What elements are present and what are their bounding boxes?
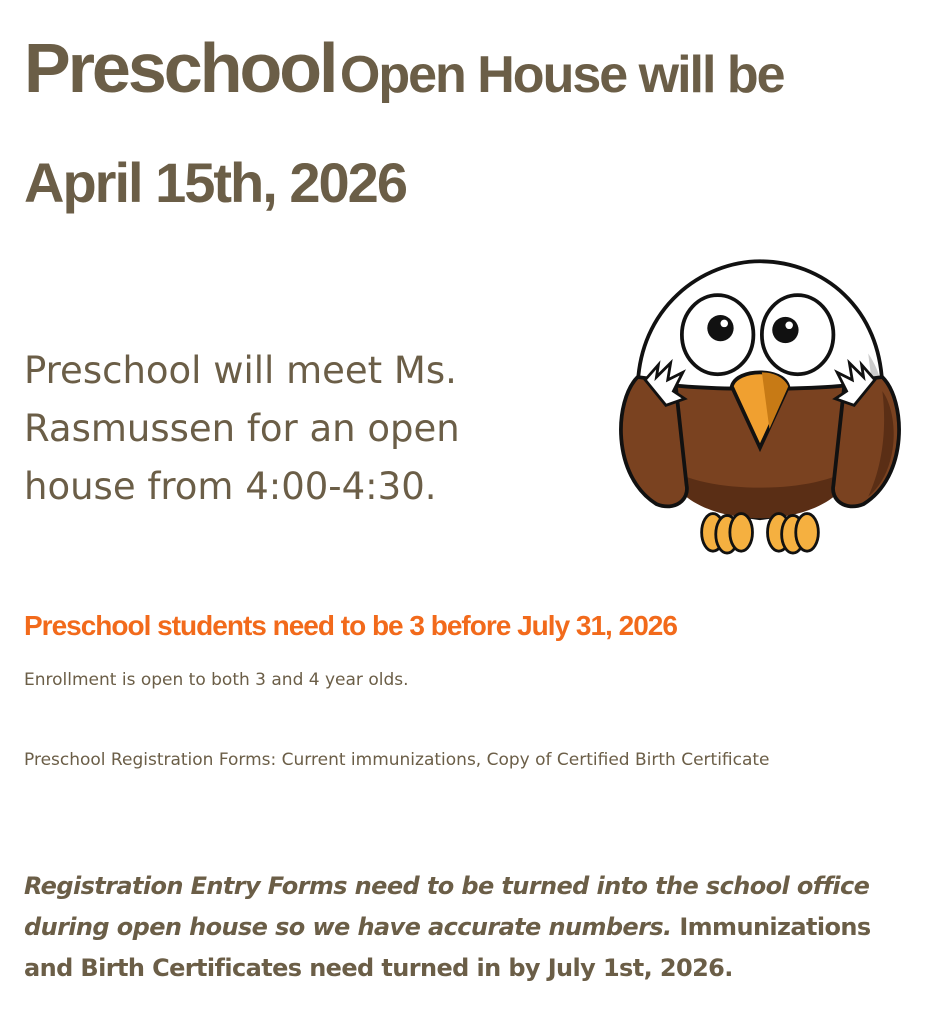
headline-line-1 xyxy=(24,28,784,108)
headline-preschool: Preschool xyxy=(24,29,336,107)
meet-paragraph: Preschool will meet Ms. Rasmussen for an open house from 4:00-4:30. xyxy=(24,349,460,508)
notice-italic: Registration Entry Forms need to be turned into the school office during open house so we have accurate numbers. xyxy=(24,872,870,941)
headline-open-house: Open House will be xyxy=(339,46,784,104)
notice-deadline: Immunizations and Birth Certificates need turned in by July 1st, 2026. xyxy=(24,913,871,982)
eagle-mascot-icon xyxy=(600,250,920,570)
headline-date: April 15th, 2026 xyxy=(24,151,406,214)
registration-forms-text: Preschool Registration Forms: Current immunizations, Copy of Certified Birth Certificate xyxy=(24,750,770,770)
enrollment-text: Enrollment is open to both 3 and 4 year olds. xyxy=(24,670,409,690)
registration-notice xyxy=(24,866,914,989)
age-requirement-heading: Preschool students need to be 3 before July 31, 2026 xyxy=(24,610,677,641)
